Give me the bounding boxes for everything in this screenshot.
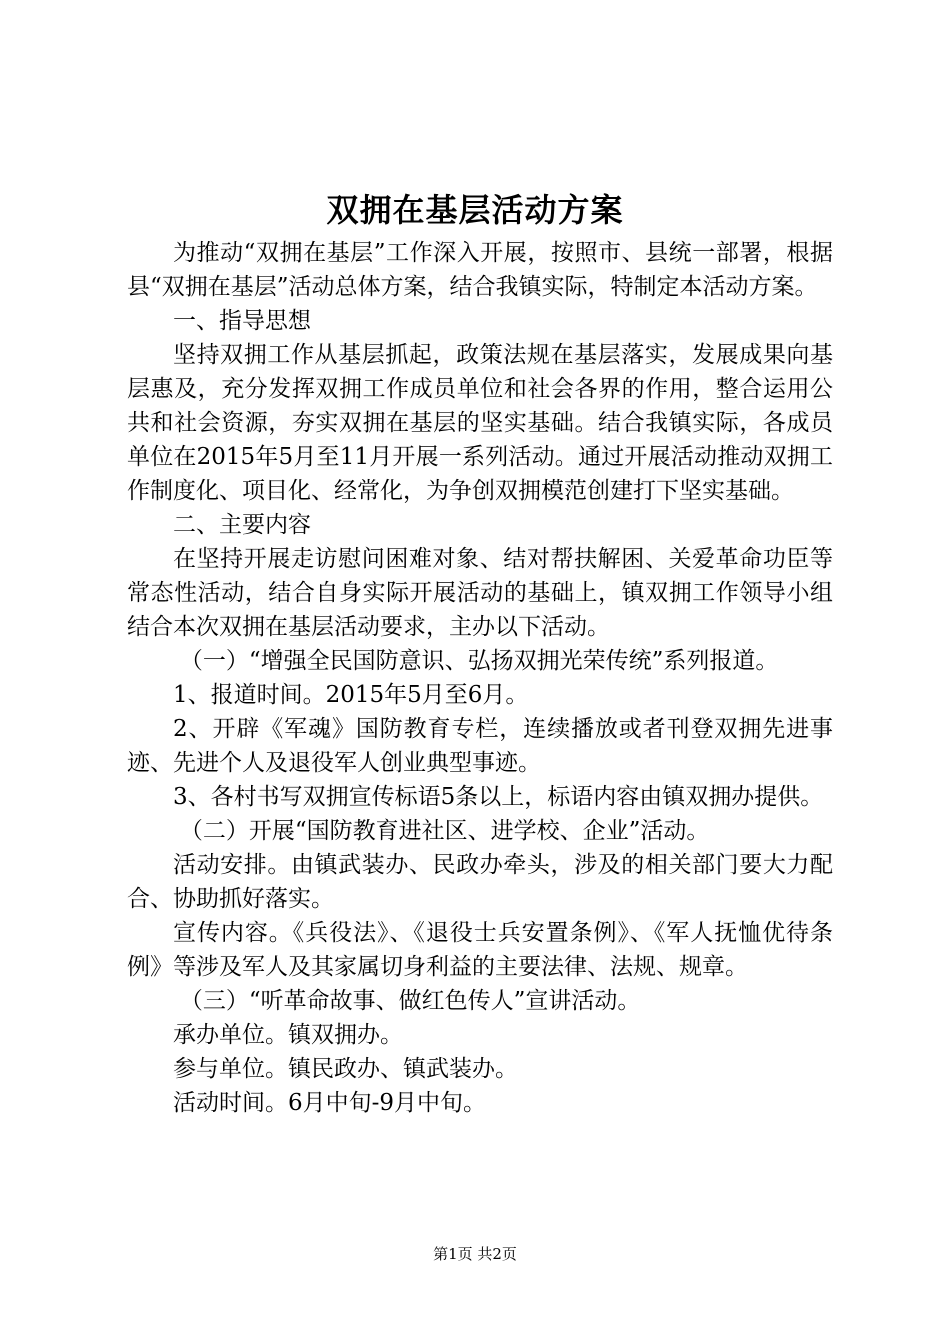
paragraph-organizer: 承办单位。镇双拥办。: [173, 1022, 403, 1048]
paragraph-propaganda: 宣传内容。《兵役法》、《退役士兵安置条例》、《军人抚恤优待条例》等涉及军人及其家属切身利益的主要法律、法规、规章。: [127, 920, 833, 980]
paragraph-main-content: 在坚持开展走访慰问困难对象、结对帮扶解困、关爱革命功臣等常态性活动，结合自身实际开展活动的基础上，镇双拥工作领导小组结合本次双拥在基层活动要求，主办以下活动。: [127, 546, 833, 640]
paragraph-guiding-ideology: 坚持双拥工作从基层抓起，政策法规在基层落实，发展成果向基层惠及，充分发挥双拥工作成员单位和社会各界的作用，整合运用公共和社会资源，夯实双拥在基层的坚实基础。结合我镇实际，各成员单位在2015年5月至11月开展一系列活动。通过开展活动推动双拥工作制度化、项目化、经常化，为争创双拥模范创建打下坚实基础。: [127, 342, 833, 504]
document-body: [127, 236, 833, 1120]
subheading-3: （三）“听革命故事、做红色传人”宣讲活动。: [179, 988, 641, 1014]
paragraph-intro: 为推动“双拥在基层”工作深入开展，按照市、县统一部署，根据县“双拥在基层”活动总体方案，结合我镇实际，特制定本活动方案。: [127, 240, 833, 300]
list-item-2: 2、开辟《军魂》国防教育专栏，连续播放或者刊登双拥先进事迹、先进个人及退役军人创业典型事迹。: [127, 716, 833, 776]
heading-main-content: 二、主要内容: [173, 512, 311, 538]
document-title: 双拥在基层活动方案: [326, 191, 624, 229]
subheading-2: （二）开展“国防教育进社区、进学校、企业”活动。: [179, 818, 710, 844]
paragraph-participants: 参与单位。镇民政办、镇武装办。: [173, 1056, 518, 1082]
heading-guiding-ideology: 一、指导思想: [173, 308, 311, 334]
page-footer: 第1页 共2页: [433, 1245, 517, 1263]
paragraph-activity-time: 活动时间。6月中旬-9月中旬。: [173, 1090, 487, 1116]
list-item-3: 3、各村书写双拥宣传标语5条以上，标语内容由镇双拥办提供。: [173, 784, 824, 810]
subheading-1: （一）“增强全民国防意识、弘扬双拥光荣传统”系列报道。: [179, 648, 779, 674]
list-item-1: 1、报道时间。2015年5月至6月。: [173, 682, 529, 708]
paragraph-arrangement: 活动安排。由镇武装办、民政办牵头，涉及的相关部门要大力配合、协助抓好落实。: [127, 852, 833, 912]
